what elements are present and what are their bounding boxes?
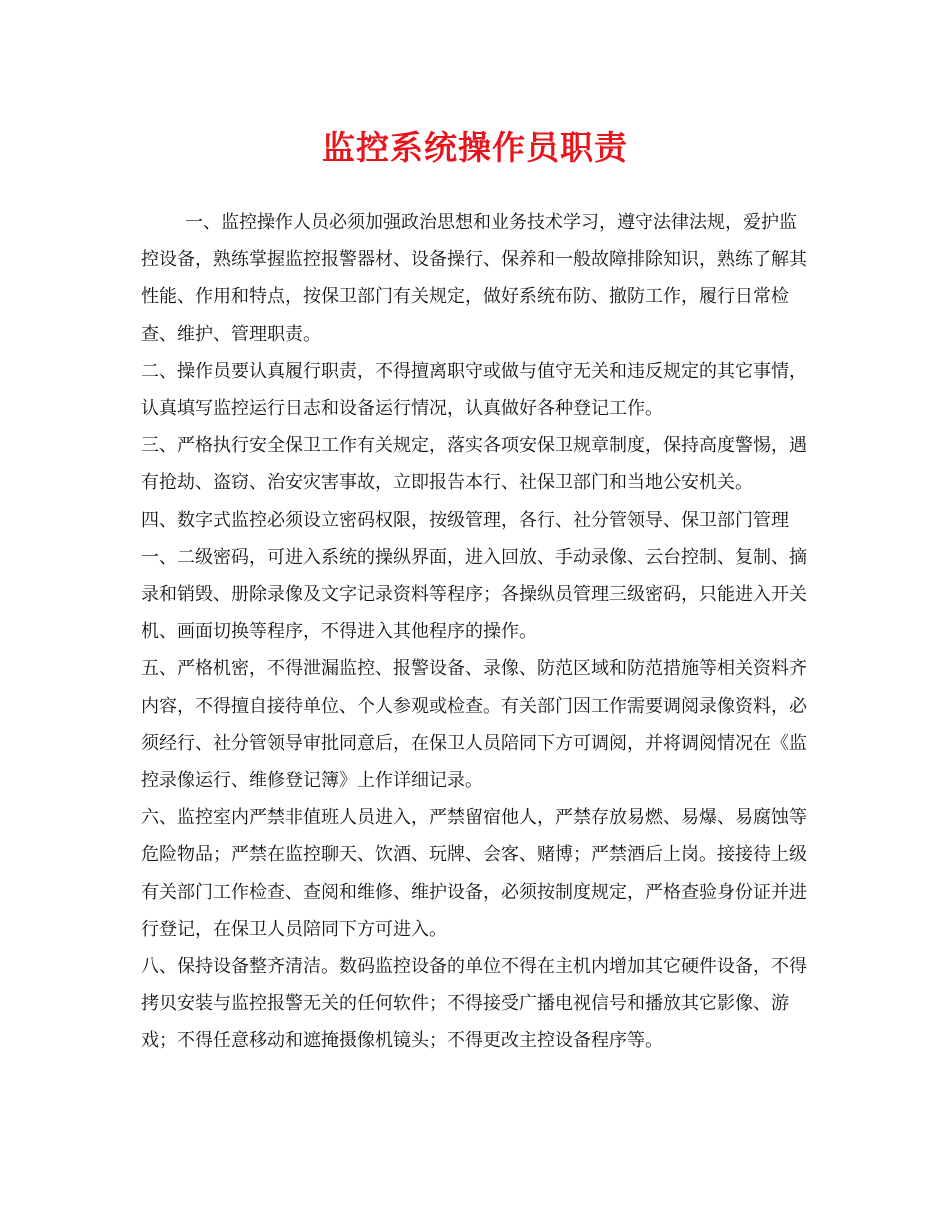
paragraph-2: 二、操作员要认真履行职责，不得擅离职守或做与值守无关和违反规定的其它事情，认真填写监控运行日志和设备运行情况，认真做好各种登记工作。 xyxy=(141,360,807,420)
paragraph-6: 六、监控室内严禁非值班人员进入，严禁留宿他人，严禁存放易燃、易爆、易腐蚀等危险物品；严禁在监控聊天、饮酒、玩牌、会客、赌博；严禁酒后上岗。接接待上级有关部门工作检查、查阅和维修、维护设备，必须按制度规定，严格查验身份证并进行登记，在保卫人员陪同下方可进入。 xyxy=(141,807,807,940)
paragraph-3: 三、严格执行安全保卫工作有关规定，落实各项安保卫规章制度，保持高度警惕，遇有抢劫、盗窃、治安灾害事故，立即报告本行、社保卫部门和当地公安机关。 xyxy=(141,435,807,494)
paragraph-4: 四、数字式监控必须设立密码权限，按级管理，各行、社分管领导、保卫部门管理一、二级密码，可进入系统的操纵界面，进入回放、手动录像、云台控制、复制、摘录和销毁、册除录像及文字记录资料等程序；各操纵员管理三级密码，只能进入开关机、画面切换等程序，不得进入其他程序的操作。 xyxy=(141,509,807,643)
paragraph-8: 八、保持设备整齐清洁。数码监控设备的单位不得在主机内增加其它硬件设备，不得拷贝安装与监控报警无关的任何软件；不得接受广播电视信号和播放其它影像、游戏；不得任意移动和遮掩摄像机镜头；不得更改主控设备程序等。 xyxy=(141,956,807,1052)
paragraph-5: 五、严格机密，不得泄漏监控、报警设备、录像、防范区域和防范措施等相关资料齐内容，不得擅自接待单位、个人参观或检查。有关部门因工作需要调阅录像资料，必须经行、社分管领导审批同意后，在保卫人员陪同下方可调阅，并将调阅情况在《监控录像运行、维修登记簿》上作详细记录。 xyxy=(141,658,807,792)
paragraph-1: 一、监控操作人员必须加强政治思想和业务技术学习，遵守法律法规，爱护监控设备，熟练掌握监控报警器材、设备操行、保养和一般故障排除知识，熟练了解其性能、作用和特点，按保卫部门有关规定，做好系统布防、撤防工作，履行日常检查、维护、管理职责。 xyxy=(141,212,807,345)
document-title: 监控系统操作员职责 xyxy=(322,128,628,167)
document-body xyxy=(141,204,813,1060)
